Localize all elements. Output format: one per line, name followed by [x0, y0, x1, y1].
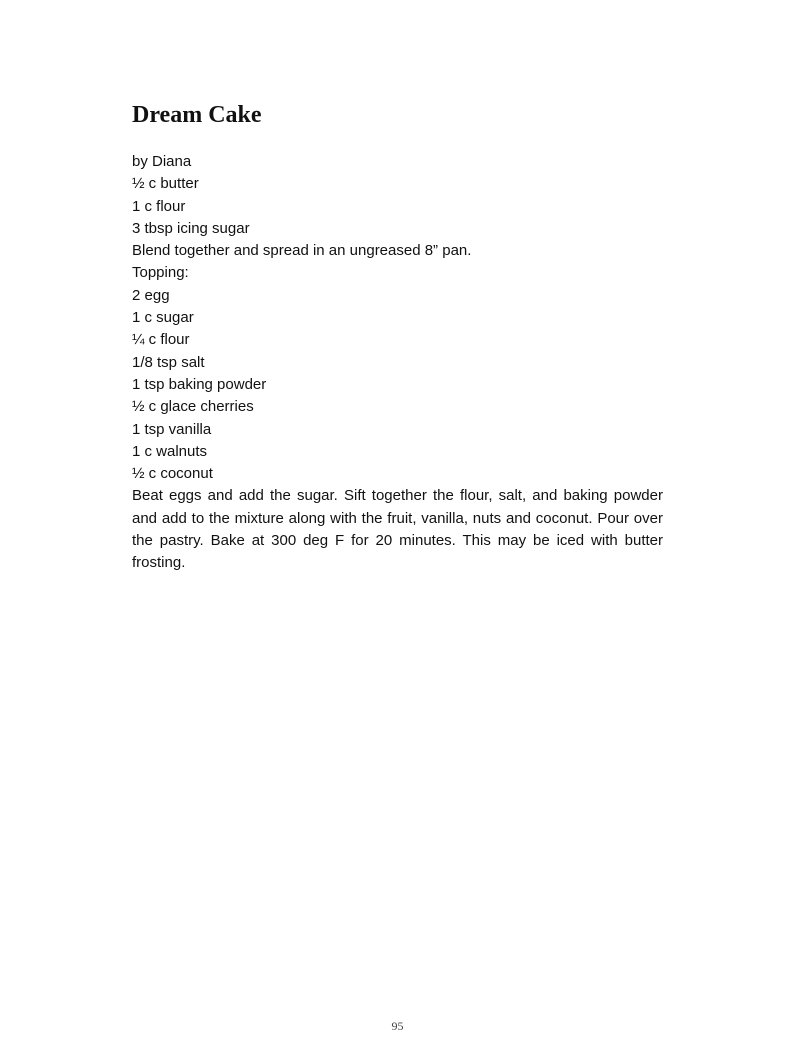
recipe-content — [132, 151, 663, 575]
recipe-title: Dream Cake — [132, 102, 262, 128]
base-ingredient: 1 c flour — [132, 197, 186, 215]
recipe-author: by Diana — [132, 153, 192, 170]
topping-ingredient: 1 tsp baking powder — [132, 375, 267, 393]
topping-ingredient: 1/8 tsp salt — [132, 353, 205, 371]
base-ingredient: ½ c butter — [132, 175, 199, 193]
topping-ingredient: ½ c glace cherries — [132, 398, 254, 416]
base-instruction: Blend together and spread in an ungreased 8” pan. — [132, 242, 472, 260]
base-ingredient: 3 tbsp icing sugar — [132, 219, 250, 237]
topping-ingredient: 1 c walnuts — [132, 442, 208, 460]
topping-ingredient: 1 c sugar — [132, 309, 194, 327]
topping-ingredient: ½ c coconut — [132, 465, 213, 483]
page-number: 95 — [391, 1019, 404, 1033]
topping-ingredient: 2 egg — [132, 286, 170, 304]
topping-ingredient: 1 tsp vanilla — [132, 420, 212, 438]
method-paragraph: Beat eggs and add the sugar. Sift together the flour, salt, and baking powder and add to the mixture along with the fruit, vanilla, nuts and coconut. Pour over the pastry. Bake at 300 deg F for 20 minutes. This may be iced with butter frosting. — [132, 487, 663, 572]
topping-ingredient: ¼ c flour — [132, 331, 190, 349]
topping-label: Topping: — [132, 264, 189, 282]
